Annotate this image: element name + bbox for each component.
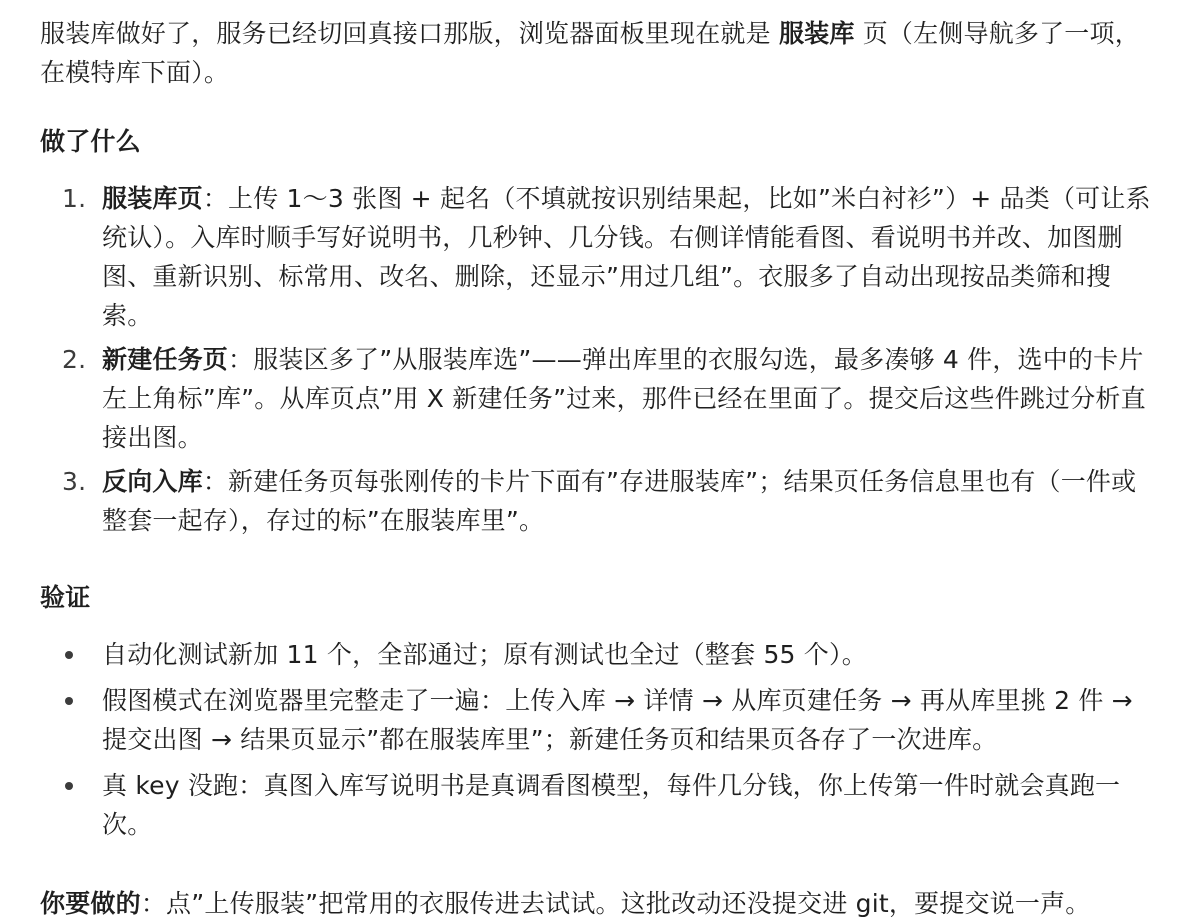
list-item-text: 自动化测试新加 11 个，全部通过；原有测试也全过（整套 55 个）。 — [102, 640, 867, 669]
list-item — [40, 340, 1160, 457]
done-list — [40, 179, 1160, 540]
list-number: 3. — [62, 467, 87, 496]
todo-paragraph — [40, 884, 1160, 923]
list-item — [40, 681, 1160, 759]
list-item-text: ：新建任务页每张刚传的卡片下面有”存进服装库”；结果页任务信息里也有（一件或整套一起存），存过的标”在服装库里”。 — [102, 467, 1137, 535]
section-heading-verify: 验证 — [40, 583, 91, 612]
bullet-icon — [65, 651, 73, 659]
intro-text-end: 页（左侧导航多了一项，在模特库下面）。 — [40, 19, 1140, 87]
intro-bold-page-name: 服装库 — [778, 19, 855, 48]
list-number: 1. — [62, 184, 87, 213]
list-item-text: 假图模式在浏览器里完整走了一遍：上传入库 → 详情 → 从库页建任务 → 再从库里挑 2 件 → 提交出图 → 结果页显示”都在服装库里”；新建任务页和结果页各存了一次进库。 — [102, 686, 1133, 754]
list-item-title: 服装库页 — [102, 184, 203, 213]
list-item-text: 真 key 没跑：真图入库写说明书是真调看图模型，每件几分钱，你上传第一件时就会真跑一次。 — [102, 771, 1121, 839]
list-item-text: ：上传 1～3 张图 + 起名（不填就按识别结果起，比如”米白衬衫”）+ 品类（可让系统认）。入库时顺手写好说明书，几秒钟、几分钱。右侧详情能看图、看说明书并改、加图删图、重新识别、标常用、改名、删除，还显示”用过几组”。衣服多了自动出现按品类筛和搜索。 — [102, 184, 1151, 330]
bullet-icon — [65, 782, 73, 790]
list-item — [40, 766, 1160, 844]
intro-paragraph — [40, 14, 1160, 92]
list-item — [40, 635, 1160, 674]
list-item-title: 新建任务页 — [102, 345, 229, 374]
list-item — [40, 462, 1160, 540]
todo-text: ：点”上传服装”把常用的衣服传进去试试。这批改动还没提交进 git，要提交说一声。 — [140, 889, 1091, 918]
todo-bold-label: 你要做的 — [40, 889, 141, 918]
intro-text-start: 服装库做好了，服务已经切回真接口那版，浏览器面板里现在就是 — [40, 19, 779, 48]
section-heading-done: 做了什么 — [40, 127, 141, 156]
verify-list — [40, 635, 1160, 844]
list-item-title: 反向入库 — [102, 467, 203, 496]
bullet-icon — [65, 697, 73, 705]
list-item — [40, 179, 1160, 335]
list-number: 2. — [62, 345, 87, 374]
list-item-text: ：服装区多了”从服装库选”——弹出库里的衣服勾选，最多凑够 4 件，选中的卡片左上角标”库”。从库页点”用 X 新建任务”过来，那件已经在里面了。提交后这些件跳过分析直接出图。 — [102, 345, 1146, 452]
